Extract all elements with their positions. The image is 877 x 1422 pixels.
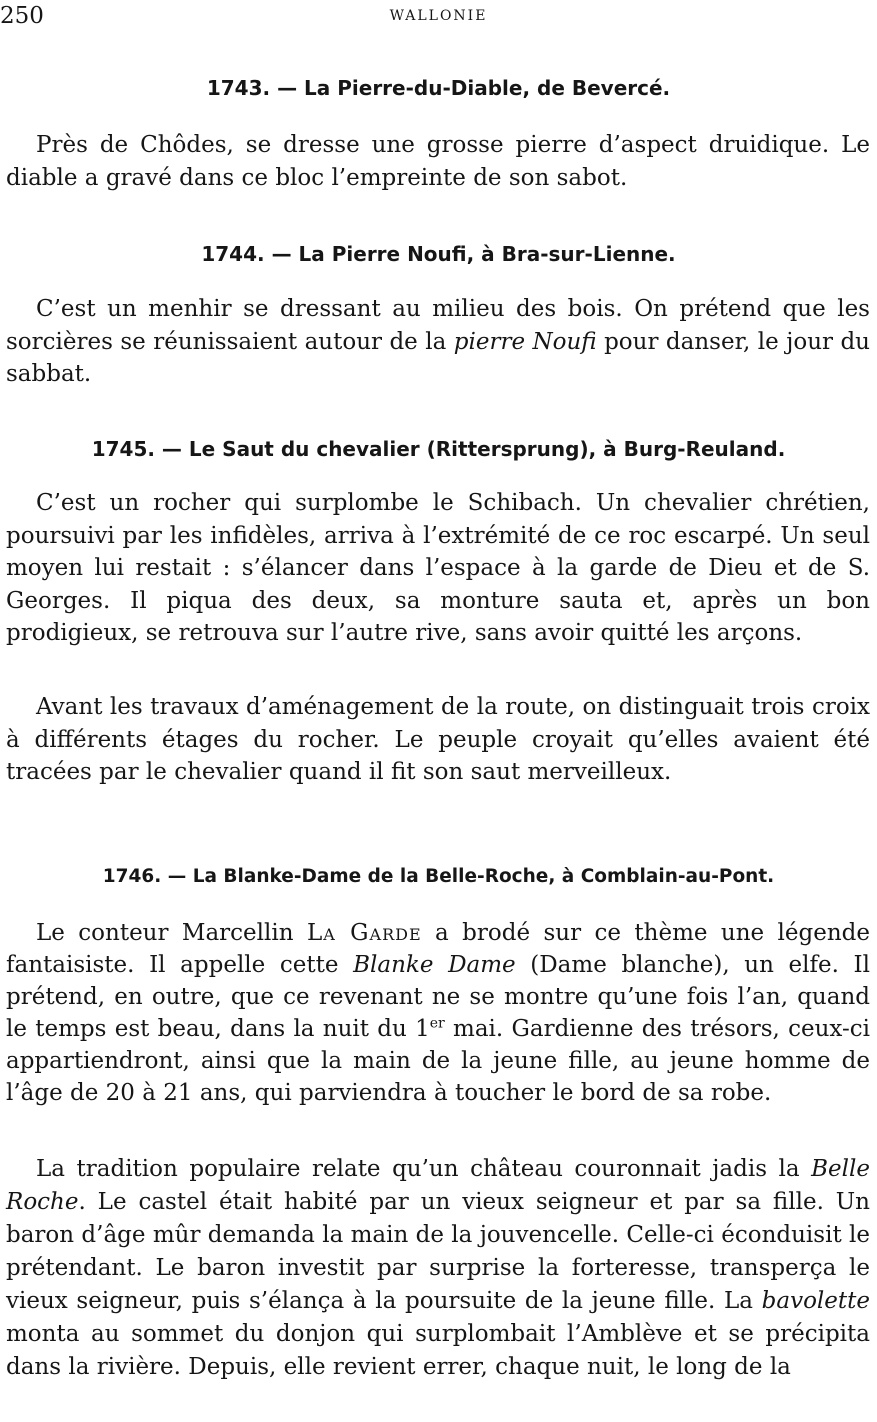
paragraph-1745-1: C’est un rocher qui surplombe le Schibach. Un chevalier chrétien, poursuivi par les infidèles, arriva à l’extrémité de ce roc escarpé. Un seul moyen lui restait : s’élancer dans l’espace à la garde de Dieu et de S. Georges. Il piqua des deux, sa monture sauta et, après un bon prodigieux, se retrouva sur l’autre rive, sans avoir quitté les arçons. [6,490,870,647]
paragraph-1746-1-emphasis: Blanke Dame [353,952,516,979]
heading-1743: 1743. — La Pierre-du-Diable, de Bevercé. [206,76,671,100]
paragraph-1745-2: Avant les travaux d’aménagement de la route, on distinguait trois croix à différents étages du rocher. Le peuple croyait qu’elles avaient été tracées par le chevalier quand il fit son saut merveilleux. [6,694,870,786]
paragraph-1746-1-text-a: Le conteur Marcellin [36,920,307,946]
heading-1744: 1744. — La Pierre Noufi, à Bra-sur-Lienne. [201,242,676,266]
paragraph-1746-2-text-c: monta au sommet du donjon qui surplombait l’Amblève et se précipita dans la rivière. Depuis, elle revient errer, chaque nuit, le long de la [6,1321,870,1380]
paragraph-1746-2-emphasis-2: bavolette [761,1288,870,1314]
page-number: 250 [0,3,44,29]
paragraph-1746-1-text-b: a brodé sur ce thème une légende fantaisiste. Il appelle cette [6,920,870,979]
running-title: WALLONIE [389,8,488,24]
paragraph-1746-1-text-c: (Dame blanche), un elfe. Il prétend, en outre, que ce revenant ne se montre qu’une fois l’an, quand le temps est beau, dans la nuit du 1 [6,952,870,1043]
paragraph-1744-text-b: pour danser, le jour du sabbat. [6,328,870,388]
paragraph-1746-2 [6,1153,870,1384]
paragraph-1744-emphasis: pierre Noufi [453,328,597,355]
paragraph-1746-1-text-d: mai. Gardienne des trésors, ceux-ci appartiendront, ainsi que la main de la jeune fille, au jeune homme de l’âge de 20 à 21 ans, qui parviendra à toucher le bord de sa robe. [6,1016,870,1107]
paragraph-1746-2-emphasis-1: Belle Roche [6,1156,870,1215]
paragraph-1743: Près de Chôdes, se dresse une grosse pierre d’aspect druidique. Le diable a gravé dans ce bloc l’empreinte de son sabot. [6,132,870,191]
ordinal-superscript: er [429,1015,445,1032]
heading-1745: 1745. — Le Saut du chevalier (Rittersprung), à Burg-Reuland. [91,437,786,461]
paragraph-1746-2-text-b: . Le castel était habité par un vieux seigneur et par sa fille. Un baron d’âge mûr demanda la main de la jouvencelle. Celle-ci éconduisit le prétendant. Le baron investit par surprise la forteresse, transperça le vieux seigneur, puis s’élança à la poursuite de la jeune fille. La [6,1189,870,1314]
paragraph-1744 [6,293,870,391]
paragraph-1746-1 [6,917,870,1110]
author-name: La Garde [306,920,422,946]
paragraph-1746-2-text-a: La tradition populaire relate qu’un château couronnait jadis la [36,1156,812,1182]
heading-1746: 1746. — La Blanke-Dame de la Belle-Roche, à Comblain-au-Pont. [102,866,775,887]
paragraph-1744-text-a: C’est un menhir se dressant au milieu des bois. On prétend que les sorcières se réunissaient autour de la [6,296,870,355]
